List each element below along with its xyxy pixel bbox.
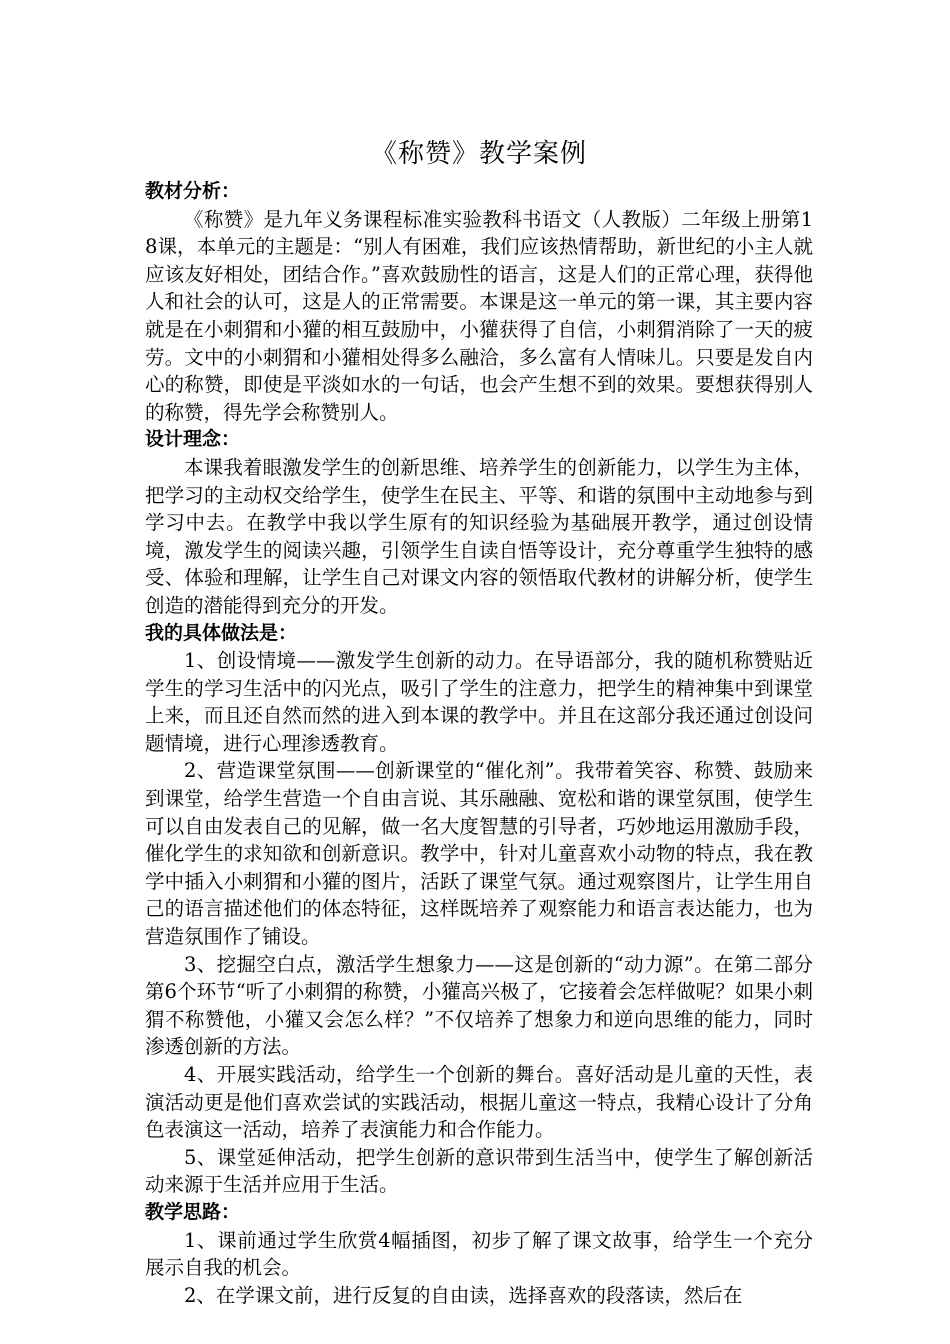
section-design-concept bbox=[145, 426, 813, 619]
paragraph: 4、开展实践活动，给学生一个创新的舞台。喜好活动是儿童的天性，表演活动更是他们喜欢尝试的实践活动，根据儿童这一特点，我精心设计了分角色表演这一活动，培养了表演能力和合作能力。 bbox=[145, 1063, 813, 1142]
section-heading: 教学思路： bbox=[145, 1200, 241, 1223]
section-teaching-approach bbox=[145, 1199, 813, 1309]
section-methods bbox=[145, 620, 813, 1199]
document-page bbox=[145, 134, 813, 1309]
paragraph: 《称赞》是九年义务课程标准实验教科书语文（人教版）二年级上册第18课，本单元的主题是：“别人有困难，我们应该热情帮助，新世纪的小主人就应该友好相处，团结合作。”喜欢鼓励性的语言，这是人们的正常心理，获得他人和社会的认可，这是人的正常需要。本课是这一单元的第一课，其主要内容就是在小刺猬和小獾的相互鼓励中，小獾获得了自信，小刺猬消除了一天的疲劳。文中的小刺猬和小獾相处得多么融洽，多么富有人情味儿。只要是发自内心的称赞，即使是平淡如水的一句话，也会产生想不到的效果。要想获得别人的称赞，得先学会称赞别人。 bbox=[145, 207, 813, 424]
section-heading: 我的具体做法是： bbox=[145, 621, 298, 644]
paragraph: 2、营造课堂氛围——创新课堂的“催化剂”。我带着笑容、称赞、鼓励来到课堂，给学生营造一个自由言说、其乐融融、宽松和谐的课堂氛围，使学生可以自由发表自己的见解，做一名大度智慧的引导者，巧妙地运用激励手段，催化学生的求知欲和创新意识。教学中，针对儿童喜欢小动物的特点，我在教学中插入小刺猬和小獾的图片，活跃了课堂气氛。通过观察图片，让学生用自己的语言描述他们的体态特征，这样既培养了观察能力和语言表达能力，也为营造氛围作了铺设。 bbox=[145, 759, 813, 949]
section-heading: 设计理念： bbox=[145, 428, 241, 451]
document-title: 《称赞》教学案例 bbox=[370, 139, 587, 169]
paragraph: 2、在学课文前，进行反复的自由读，选择喜欢的段落读，然后在 bbox=[184, 1283, 743, 1307]
paragraph: 1、创设情境——激发学生创新的动力。在导语部分，我的随机称赞贴近学生的学习生活中的闪光点，吸引了学生的注意力，把学生的精神集中到课堂上来，而且还自然而然的进入到本课的教学中。并且在这部分我还通过创设问题情境，进行心理渗透教育。 bbox=[145, 649, 813, 755]
section-analysis bbox=[145, 178, 813, 426]
paragraph: 3、挖掘空白点，激活学生想象力——这是创新的“动力源”。在第二部分第6个环节“听了小刺猬的称赞，小獾高兴极了，它接着会怎样做呢？如果小刺猬不称赞他，小獾又会怎么样？”不仅培养了想象力和逆向思维的能力，同时渗透创新的方法。 bbox=[145, 952, 813, 1059]
paragraph: 5、课堂延伸活动，把学生创新的意识带到生活当中，使学生了解创新活动来源于生活并应用于生活。 bbox=[145, 1145, 813, 1197]
section-heading: 教材分析： bbox=[145, 180, 241, 202]
paragraph: 1、课前通过学生欣赏4幅插图，初步了解了课文故事，给学生一个充分展示自我的机会。 bbox=[145, 1228, 813, 1280]
paragraph: 本课我着眼激发学生的创新思维、培养学生的创新能力，以学生为主体，把学习的主动权交给学生，使学生在民主、平等、和谐的氛围中主动地参与到学习中去。在教学中我以学生原有的知识经验为基础展开教学，通过创设情境，激发学生的阅读兴趣，引领学生自读自悟等设计，充分尊重学生独特的感受、体验和理解，让学生自己对课文内容的领悟取代教材的讲解分析，使学生创造的潜能得到充分的开发。 bbox=[145, 455, 813, 617]
